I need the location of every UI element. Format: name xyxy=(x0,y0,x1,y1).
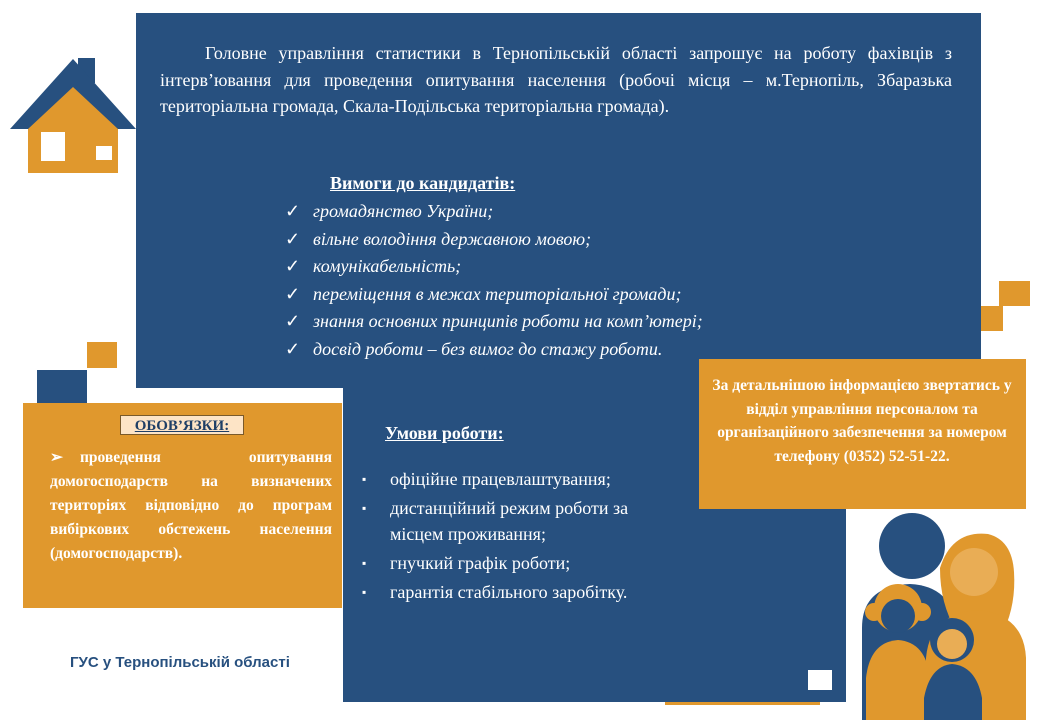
square-bullet-icon: ▪ xyxy=(362,501,367,515)
list-item: ✓ досвід роботи – без вимог до стажу роботи. xyxy=(285,336,703,364)
list-item: ▪ гарантія стабільного заробітку. xyxy=(362,579,682,605)
contact-text: За детальнішою інформацією звертатись у відділ управління персоналом та організаційного забезпечення за номером телефону (0352) 52-51-22. xyxy=(712,377,1012,465)
square-bullet-icon: ▪ xyxy=(362,472,367,486)
square-bullet-icon: ▪ xyxy=(362,556,367,570)
requirements-list xyxy=(285,198,703,364)
list-item: ✓ громадянство України; xyxy=(285,198,703,226)
list-item: ▪ офіційне працевлаштування; xyxy=(362,466,682,492)
checkmark-icon: ✓ xyxy=(285,256,301,277)
family-illustration-icon xyxy=(840,508,1040,720)
duties-title: ОБОВ’ЯЗКИ: xyxy=(120,415,244,435)
list-item: ▪ дистанційний режим роботи за місцем проживання; xyxy=(362,495,682,547)
list-item: ▪ гнучкий графік роботи; xyxy=(362,550,682,576)
square-bullet-icon: ▪ xyxy=(362,585,367,599)
intro-text: Головне управління статистики в Тернопільській області запрошує на роботу фахівців з інтерв’ювання для проведення опитування населення (робочі місця – м.Тернопіль, Збаразька територіальна громада, Скала-Подільська територіальна громада). xyxy=(160,43,952,116)
checkmark-icon: ✓ xyxy=(285,283,301,304)
checkmark-icon: ✓ xyxy=(285,311,301,332)
duties-text: ➢ проведення опитування домогосподарств на визначених територіях відповідно до програм вибіркових обстежень населення (домогосподарств). xyxy=(50,446,332,566)
arrow-bullet-icon: ➢ xyxy=(50,449,63,466)
deco-square xyxy=(87,342,117,368)
footer-text: ГУС у Тернопільській області xyxy=(70,654,290,671)
list-item: ✓ знання основних принципів роботи на комп’ютері; xyxy=(285,308,703,336)
list-item: ✓ вільне володіння державною мовою; xyxy=(285,226,703,254)
checkmark-icon: ✓ xyxy=(285,201,301,221)
checkmark-icon: ✓ xyxy=(285,338,301,359)
deco-square xyxy=(806,668,834,692)
requirements-title: Вимоги до кандидатів: xyxy=(330,173,516,193)
house-icon xyxy=(8,55,138,175)
work-conditions-list xyxy=(362,466,682,608)
list-item: ✓ комунікабельність; xyxy=(285,253,703,281)
deco-square xyxy=(999,281,1030,306)
list-item: ✓ переміщення в межах територіальної громади; xyxy=(285,281,703,309)
checkmark-icon: ✓ xyxy=(285,228,301,249)
work-conditions-title: Умови роботи: xyxy=(385,423,504,443)
